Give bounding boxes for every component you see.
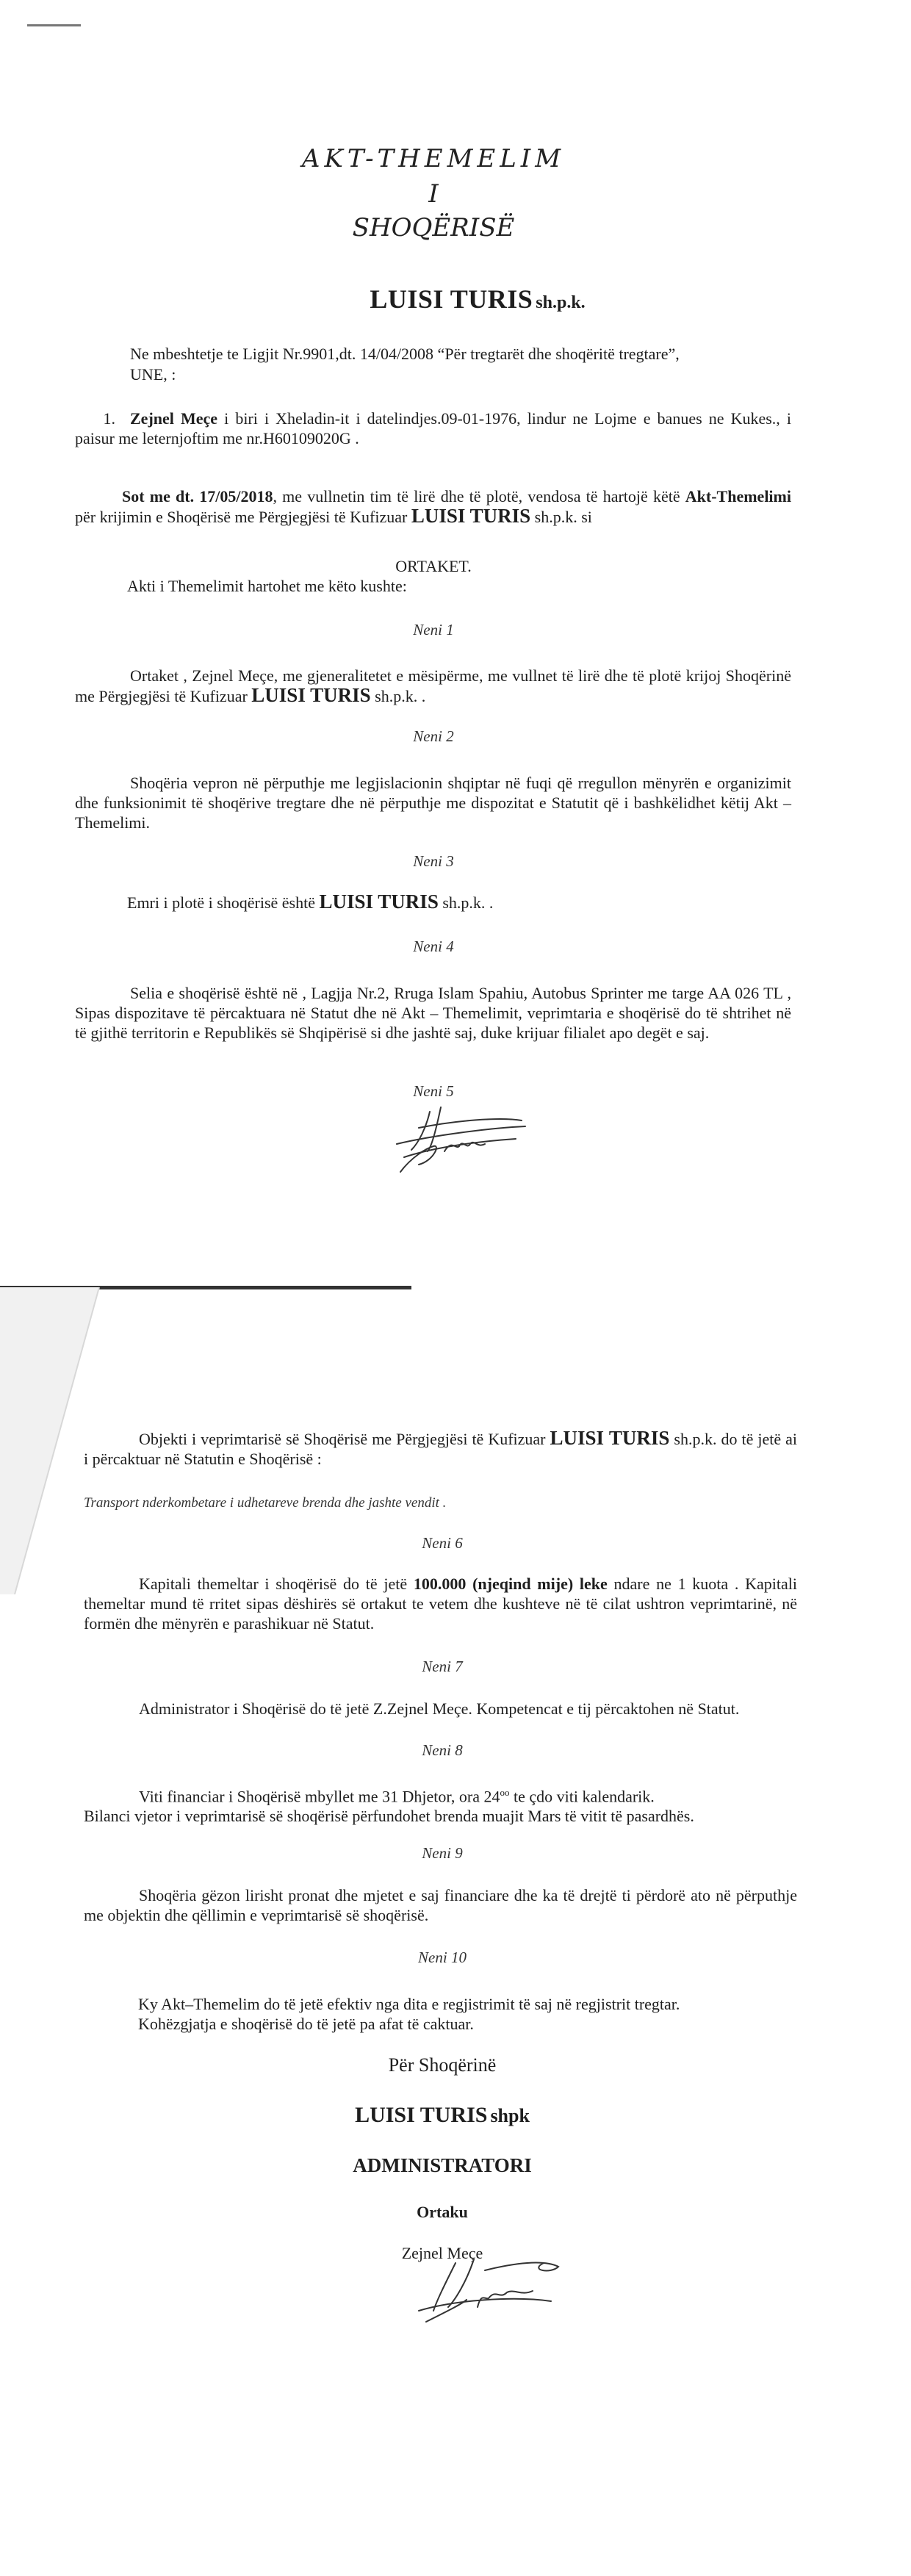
- objekti-text-a: Objekti i veprimtarisë së Shoqërisë me Përgjegjësi të Kufizuar: [139, 1430, 550, 1448]
- signoff-role: ADMINISTRATORI: [353, 2154, 532, 2176]
- neni-4-heading: Neni 4: [413, 938, 454, 955]
- title-line-2: I: [428, 179, 439, 209]
- decision-paragraph: [75, 486, 791, 527]
- neni-8-line-1-end: te çdo viti kalendarik.: [509, 1787, 655, 1806]
- objekti-text: [84, 1428, 797, 1469]
- neni-7-heading: Neni 7: [422, 1658, 463, 1675]
- document-page-2: [0, 1286, 911, 2576]
- founder-number: 1.: [103, 409, 115, 428]
- company-suffix: sh.p.k.: [536, 293, 586, 312]
- neni-8-line-2: Bilanci vjetor i veprimtarisë së shoqërisë përfundohet brenda muajit Mars të vitit të pasardhës.: [84, 1807, 694, 1826]
- neni-6-text-a: Kapitali themeltar i shoqërisë do të jetë: [139, 1575, 414, 1593]
- decision-text-3: sh.p.k. si: [530, 508, 592, 526]
- une-label: UNE, :: [130, 365, 176, 384]
- neni-3-text: [127, 892, 843, 913]
- neni-3-text-a: Emri i plotë i shoqërisë është: [127, 893, 320, 912]
- neni-9-heading: Neni 9: [422, 1844, 463, 1862]
- signature-page-1: [389, 1106, 536, 1176]
- neni-1-heading: Neni 1: [413, 621, 454, 638]
- neni-10-line-2: Kohëzgjatja e shoqërisë do të jetë pa afat të caktuar.: [138, 2015, 474, 2033]
- founder-details: i biri i Xheladin-it i datelindjes.09-01-1976, lindur ne Lojme e banues ne Kukes., i paisur me leternjoftim me nr.H60109020G .: [75, 409, 791, 447]
- neni-3-heading: Neni 3: [413, 852, 454, 870]
- neni-3-company: LUISI TURIS: [319, 891, 439, 913]
- signoff-company-suffix: shpk: [490, 2105, 530, 2126]
- decision-act: Akt-Themelimi: [685, 487, 791, 506]
- founder-name: Zejnel Meçe: [130, 409, 218, 428]
- company-name: LUISI TURIS: [370, 284, 533, 314]
- document-page-1: [0, 0, 911, 1286]
- neni-10-heading: Neni 10: [418, 1949, 467, 1966]
- objekti-company: LUISI TURIS: [550, 1427, 670, 1449]
- neni-2-heading: Neni 2: [413, 727, 454, 745]
- neni-6-text: [84, 1574, 797, 1633]
- neni-1-text-b: sh.p.k. .: [370, 687, 426, 705]
- decision-text-2: për krijimin e Shoqërisë me Përgjegjësi të Kufizuar: [75, 508, 411, 526]
- neni-2-text: Shoqëria vepron në përputhje me legjislacionin shqiptar në fuqi që rregullon mënyrën e organizimit dhe funksionimit të shoqërive tregtare dhe në përputhje me dispozitat e Statutit që i bashkëlidhet këtij Akt – Themelimi.: [75, 774, 791, 832]
- neni-6-heading: Neni 6: [422, 1534, 463, 1552]
- neni-10-line-1: Ky Akt–Themelim do të jetë efektiv nga dita e regjistrimit të saj në regjistrit tregtar.: [138, 1995, 680, 2013]
- capital-amount: 100.000 (njeqind mije) leke: [413, 1575, 608, 1593]
- decision-company: LUISI TURIS: [411, 505, 531, 527]
- title-line-1: AKT-THEMELIM: [301, 144, 566, 173]
- activity-text: Transport nderkombetare i udhetareve brenda dhe jashte vendit .: [84, 1495, 447, 1511]
- signoff-name: Zejnel Meçe: [401, 2244, 483, 2262]
- ortaket-heading: ORTAKET.: [395, 557, 472, 575]
- neni-8-line-1: Viti financiar i Shoqërisë mbyllet me 31 Dhjetor, ora 24: [139, 1787, 500, 1806]
- neni-5-heading: Neni 5: [413, 1082, 454, 1100]
- scan-mark: [27, 24, 81, 26]
- company-heading: [118, 284, 838, 314]
- neni-4-text: Selia e shoqërisë është në , Lagjja Nr.2, Rruga Islam Spahiu, Autobus Sprinter me targe AA 026 TL , Sipas dispozitave të përcaktuara në Statut dhe në Akt – Themelimit, veprimtaria e shoqërisë do të shtrihet në të gjithë territorin e Republikës së Shqipërisë si dhe jashtë saj, duke krijuar filialet apo degët e saj.: [75, 984, 791, 1042]
- akti-intro: Akti i Themelimit hartohet me këto kushte:: [127, 577, 407, 595]
- title-line-3: SHOQËRISË: [352, 213, 515, 242]
- founder-paragraph: [75, 409, 791, 448]
- signoff-company-name: LUISI TURIS: [355, 2103, 488, 2127]
- neni-1-text: [75, 666, 791, 706]
- signoff-company: [84, 2103, 801, 2128]
- signoff-per: Për Shoqërinë: [388, 2054, 497, 2076]
- neni-6-text-b: ndare ne 1 kuota . Kapitali themeltar mund të rritet sipas dëshirës së ortakut te vetem dhe kushteve në të cilat ushtron veprimtarinë, në formën dhe mënyrën e parashikuar në Statut.: [84, 1575, 797, 1633]
- neni-10-text: [138, 1994, 799, 2034]
- neni-7-text: Administrator i Shoqërisë do të jetë Z.Zejnel Meçe. Kompetencat e tij përcaktohen në Statut.: [139, 1699, 740, 1718]
- signature-page-2: [404, 2256, 573, 2325]
- objekti-text-b: sh.p.k. do të jetë ai i përcaktuar në Statutin e Shoqërisë :: [84, 1430, 797, 1468]
- neni-1-company: LUISI TURIS: [251, 684, 371, 706]
- decision-date: Sot me dt. 17/05/2018: [122, 487, 273, 506]
- intro: Ne mbeshtetje te Ligjit Nr.9901,dt. 14/04/2008 “Për tregtarët dhe shoqëritë tregtare”,: [130, 345, 680, 363]
- neni-9-text: Shoqëria gëzon lirisht pronat dhe mjetet e saj financiare dhe ka të drejtë ti përdorë ato në përputhje me objektin dhe qëllimin e veprimtarisë së shoqërisë.: [84, 1886, 797, 1924]
- neni-8-text: [84, 1782, 797, 1826]
- neni-8-superscript: oo: [500, 1787, 510, 1798]
- signoff-ortaku: Ortaku: [417, 2203, 468, 2221]
- neni-1-text-a: Ortaket , Zejnel Meçe, me gjeneralitetet e mësipërme, me vullnet të lirë dhe të plotë krijoj Shoqërinë me Përgjegjësi të Kufizuar: [75, 666, 791, 705]
- decision-text: , me vullnetin tim të lirë dhe të plotë, vendosa të hartojë këtë: [273, 487, 685, 506]
- neni-8-heading: Neni 8: [422, 1741, 463, 1759]
- neni-3-text-b: sh.p.k. .: [438, 893, 494, 912]
